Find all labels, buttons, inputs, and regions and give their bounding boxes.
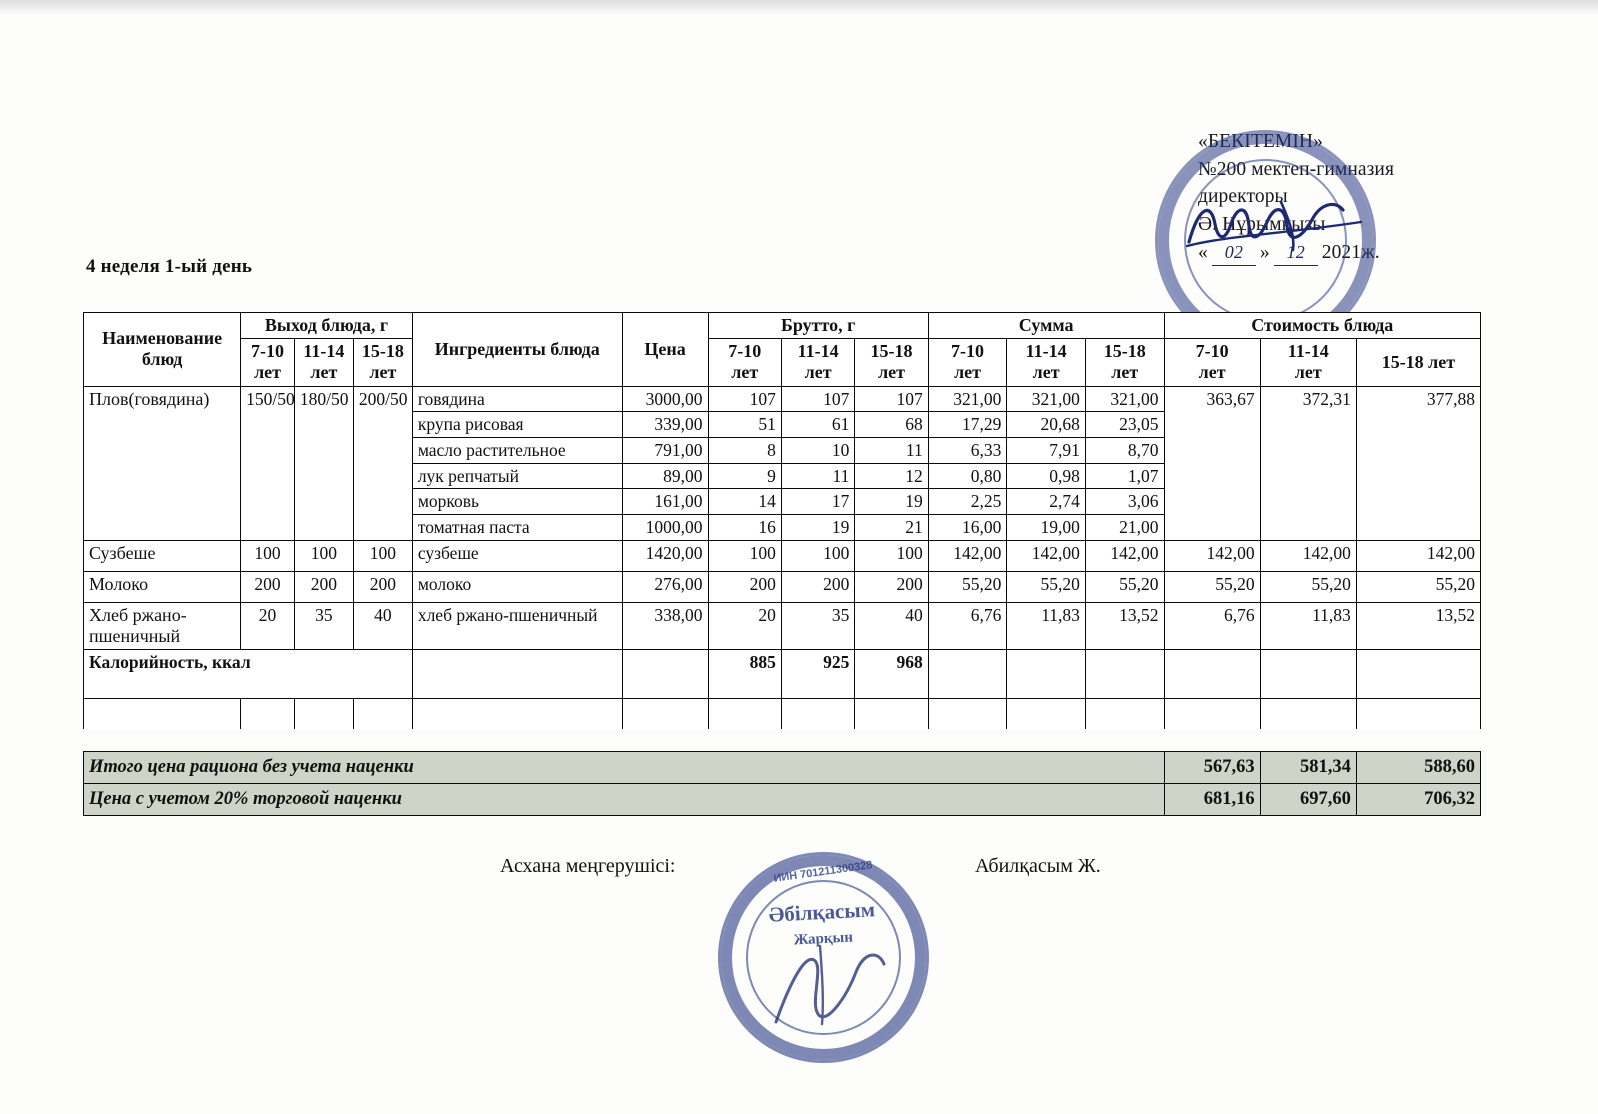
gap-cell bbox=[928, 729, 1007, 752]
gap-cell bbox=[241, 729, 295, 752]
yield-15-18-cell: 200 bbox=[353, 571, 412, 602]
gap-cell bbox=[855, 729, 928, 752]
ingredient-price-cell: 276,00 bbox=[622, 571, 708, 602]
cost-7-10-cell: 55,20 bbox=[1164, 571, 1260, 602]
brutto-11-14-cell: 11 bbox=[781, 463, 854, 489]
brutto-11-14-cell: 10 bbox=[781, 437, 854, 463]
ingredient-name-cell: молоко bbox=[412, 571, 622, 602]
summa-11-14-cell: 321,00 bbox=[1007, 386, 1086, 412]
approval-month: 12 bbox=[1274, 240, 1318, 267]
brutto-7-10-cell: 51 bbox=[708, 412, 781, 438]
col-price: Цена bbox=[622, 313, 708, 387]
total-11-14-cell: 581,34 bbox=[1260, 752, 1356, 784]
gap-cell bbox=[781, 729, 854, 752]
gap-cell bbox=[294, 729, 353, 752]
brutto-15-18-cell: 19 bbox=[855, 489, 928, 515]
ingredient-name-cell: масло растительное bbox=[412, 437, 622, 463]
gap-cell bbox=[412, 729, 622, 752]
summa-11-14-cell: 55,20 bbox=[1007, 571, 1086, 602]
brutto-15-18-cell: 12 bbox=[855, 463, 928, 489]
yield-age-15-18: 15-18 лет bbox=[353, 339, 412, 386]
spacer-cell bbox=[1007, 699, 1086, 730]
summa-7-10-cell: 55,20 bbox=[928, 571, 1007, 602]
quote-close: » bbox=[1259, 241, 1270, 263]
col-cost-group: Стоимость блюда bbox=[1164, 313, 1481, 339]
cost-15-18-cell: 142,00 bbox=[1356, 540, 1480, 571]
footer-person-name: Абилқасым Ж. bbox=[975, 855, 1101, 877]
summa-11-14-cell: 0,98 bbox=[1007, 463, 1086, 489]
table-row bbox=[84, 571, 1481, 602]
ingredient-price-cell: 1000,00 bbox=[622, 514, 708, 540]
approval-director-name: Ә. Нұрымқызы bbox=[1198, 214, 1326, 236]
ingredient-price-cell: 791,00 bbox=[622, 437, 708, 463]
spacer-cell bbox=[412, 699, 622, 730]
spacer-cell bbox=[622, 699, 708, 730]
brutto-15-18-cell: 107 bbox=[855, 386, 928, 412]
calories-row bbox=[84, 650, 1481, 699]
spacer-cell bbox=[1356, 699, 1480, 730]
brutto-15-18-cell: 100 bbox=[855, 540, 928, 571]
yield-7-10-cell: 200 bbox=[241, 571, 295, 602]
summa-15-18-cell: 21,00 bbox=[1085, 514, 1164, 540]
total-label-cell: Итого цена рациона без учета наценки bbox=[84, 752, 1165, 784]
col-dish-name: Наименование блюд bbox=[84, 313, 241, 387]
gap-cell bbox=[1007, 729, 1086, 752]
brutto-11-14-cell: 17 bbox=[781, 489, 854, 515]
total-row bbox=[84, 784, 1481, 816]
calories-ingredient-cell bbox=[412, 650, 622, 699]
yield-11-14-cell: 100 bbox=[294, 540, 353, 571]
calories-7-10-cell: 885 bbox=[708, 650, 781, 699]
calories-cost-11-14-cell bbox=[1260, 650, 1356, 699]
yield-age-7-10: 7-10 лет bbox=[241, 339, 295, 386]
summa-11-14-cell: 2,74 bbox=[1007, 489, 1086, 515]
summa-7-10-cell: 0,80 bbox=[928, 463, 1007, 489]
summa-11-14-cell: 19,00 bbox=[1007, 514, 1086, 540]
summa-7-10-cell: 142,00 bbox=[928, 540, 1007, 571]
spacer-cell bbox=[928, 699, 1007, 730]
ingredient-price-cell: 1420,00 bbox=[622, 540, 708, 571]
summa-11-14-cell: 142,00 bbox=[1007, 540, 1086, 571]
yield-15-18-cell: 40 bbox=[353, 602, 412, 649]
brutto-11-14-cell: 35 bbox=[781, 602, 854, 649]
scan-edge-shadow bbox=[0, 0, 1598, 16]
approval-year: 2021ж. bbox=[1321, 241, 1380, 263]
chef-stamp-name: Әбілқасым Жарқын bbox=[768, 897, 876, 949]
yield-15-18-cell: 100 bbox=[353, 540, 412, 571]
gap-cell bbox=[708, 729, 781, 752]
spacer-cell bbox=[84, 699, 241, 730]
menu-table-wrapper bbox=[83, 312, 1481, 816]
summa-age-11-14: 11-14 лет bbox=[1007, 339, 1086, 386]
calories-cost-7-10-cell bbox=[1164, 650, 1260, 699]
brutto-11-14-cell: 107 bbox=[781, 386, 854, 412]
summa-age-7-10: 7-10 лет bbox=[928, 339, 1007, 386]
calories-15-18-cell: 968 bbox=[855, 650, 928, 699]
gap-cell bbox=[353, 729, 412, 752]
menu-table-body bbox=[84, 386, 1481, 815]
cost-15-18-cell: 13,52 bbox=[1356, 602, 1480, 649]
calories-cost-15-18-cell bbox=[1356, 650, 1480, 699]
brutto-11-14-cell: 61 bbox=[781, 412, 854, 438]
spacer-cell bbox=[294, 699, 353, 730]
yield-age-11-14: 11-14 лет bbox=[294, 339, 353, 386]
ingredient-price-cell: 3000,00 bbox=[622, 386, 708, 412]
spacer-cell bbox=[781, 699, 854, 730]
cost-age-7-10: 7-10 лет bbox=[1164, 339, 1260, 386]
cost-11-14-cell: 142,00 bbox=[1260, 540, 1356, 571]
ingredient-name-cell: хлеб ржано-пшеничный bbox=[412, 602, 622, 649]
spacer-cell bbox=[1085, 699, 1164, 730]
cost-11-14-cell: 11,83 bbox=[1260, 602, 1356, 649]
approval-date-line bbox=[1198, 239, 1598, 267]
ingredient-name-cell: крупа рисовая bbox=[412, 412, 622, 438]
calories-summa-7-10-cell bbox=[928, 650, 1007, 699]
gap-cell bbox=[622, 729, 708, 752]
spacer-cell bbox=[241, 699, 295, 730]
ingredient-name-cell: говядина bbox=[412, 386, 622, 412]
brutto-15-18-cell: 200 bbox=[855, 571, 928, 602]
table-row bbox=[84, 386, 1481, 412]
spacer-cell bbox=[855, 699, 928, 730]
cost-age-15-18: 15-18 лет bbox=[1356, 339, 1480, 386]
summa-7-10-cell: 6,76 bbox=[928, 602, 1007, 649]
total-7-10-cell: 681,16 bbox=[1164, 784, 1260, 816]
yield-11-14-cell: 35 bbox=[294, 602, 353, 649]
chef-stamp-iin: ИИН 701211300328 bbox=[772, 859, 874, 885]
ingredient-price-cell: 339,00 bbox=[622, 412, 708, 438]
summa-15-18-cell: 3,06 bbox=[1085, 489, 1164, 515]
approval-school: №200 мектеп-гимназия bbox=[1198, 158, 1395, 180]
cost-7-10-cell: 363,67 bbox=[1164, 386, 1260, 540]
cost-age-11-14: 11-14 лет bbox=[1260, 339, 1356, 386]
calories-summa-15-18-cell bbox=[1085, 650, 1164, 699]
summa-15-18-cell: 55,20 bbox=[1085, 571, 1164, 602]
summa-7-10-cell: 17,29 bbox=[928, 412, 1007, 438]
spacer-cell bbox=[1164, 699, 1260, 730]
col-ingredients: Ингредиенты блюда bbox=[412, 313, 622, 387]
brutto-7-10-cell: 20 bbox=[708, 602, 781, 649]
approval-block bbox=[1198, 128, 1598, 266]
summa-15-18-cell: 1,07 bbox=[1085, 463, 1164, 489]
quote-open: « bbox=[1198, 241, 1208, 263]
col-yield-group: Выход блюда, г bbox=[241, 313, 413, 339]
ingredient-name-cell: сузбеше bbox=[412, 540, 622, 571]
table-row bbox=[84, 540, 1481, 571]
brutto-15-18-cell: 68 bbox=[855, 412, 928, 438]
summa-7-10-cell: 321,00 bbox=[928, 386, 1007, 412]
footer-role-label: Асхана меңгерушісі: bbox=[500, 855, 676, 877]
spacer-cell bbox=[353, 699, 412, 730]
chef-round-stamp bbox=[718, 852, 929, 1063]
dish-name-cell: Сузбеше bbox=[84, 540, 241, 571]
col-summa-group: Сумма bbox=[928, 313, 1164, 339]
ingredient-name-cell: морковь bbox=[412, 489, 622, 515]
brutto-age-15-18: 15-18 лет bbox=[855, 339, 928, 386]
approval-title: «БЕКІТЕМІН» bbox=[1198, 131, 1323, 152]
calories-11-14-cell: 925 bbox=[781, 650, 854, 699]
brutto-7-10-cell: 100 bbox=[708, 540, 781, 571]
total-label-cell: Цена с учетом 20% торговой наценки bbox=[84, 784, 1165, 816]
brutto-15-18-cell: 11 bbox=[855, 437, 928, 463]
summa-15-18-cell: 321,00 bbox=[1085, 386, 1164, 412]
summa-15-18-cell: 23,05 bbox=[1085, 412, 1164, 438]
ingredient-price-cell: 338,00 bbox=[622, 602, 708, 649]
summa-15-18-cell: 142,00 bbox=[1085, 540, 1164, 571]
total-row bbox=[84, 752, 1481, 784]
brutto-7-10-cell: 9 bbox=[708, 463, 781, 489]
total-15-18-cell: 588,60 bbox=[1356, 752, 1480, 784]
dish-name-cell: Хлеб ржано-пшеничный bbox=[84, 602, 241, 649]
total-7-10-cell: 567,63 bbox=[1164, 752, 1260, 784]
summa-7-10-cell: 16,00 bbox=[928, 514, 1007, 540]
yield-15-18-cell: 200/50 bbox=[353, 386, 412, 540]
cost-15-18-cell: 55,20 bbox=[1356, 571, 1480, 602]
brutto-11-14-cell: 100 bbox=[781, 540, 854, 571]
menu-table bbox=[83, 312, 1481, 816]
table-header-row-2 bbox=[84, 339, 1481, 386]
yield-11-14-cell: 180/50 bbox=[294, 386, 353, 540]
spacer-row bbox=[84, 699, 1481, 730]
gap-cell bbox=[1085, 729, 1164, 752]
spacer-cell bbox=[708, 699, 781, 730]
calories-price-cell bbox=[622, 650, 708, 699]
gap-cell bbox=[1164, 729, 1260, 752]
gap-cell bbox=[1260, 729, 1356, 752]
approval-role: директоры bbox=[1198, 186, 1288, 208]
total-15-18-cell: 706,32 bbox=[1356, 784, 1480, 816]
col-brutto-group: Брутто, г bbox=[708, 313, 928, 339]
calories-summa-11-14-cell bbox=[1007, 650, 1086, 699]
brutto-7-10-cell: 107 bbox=[708, 386, 781, 412]
brutto-7-10-cell: 14 bbox=[708, 489, 781, 515]
week-day-caption: 4 неделя 1-ый день bbox=[86, 256, 253, 277]
cost-11-14-cell: 55,20 bbox=[1260, 571, 1356, 602]
summa-11-14-cell: 11,83 bbox=[1007, 602, 1086, 649]
yield-11-14-cell: 200 bbox=[294, 571, 353, 602]
brutto-15-18-cell: 40 bbox=[855, 602, 928, 649]
yield-7-10-cell: 20 bbox=[241, 602, 295, 649]
gap-cell bbox=[84, 729, 241, 752]
ingredient-price-cell: 161,00 bbox=[622, 489, 708, 515]
yield-7-10-cell: 100 bbox=[241, 540, 295, 571]
summa-11-14-cell: 7,91 bbox=[1007, 437, 1086, 463]
ingredient-name-cell: томатная паста bbox=[412, 514, 622, 540]
spacer-cell bbox=[1260, 699, 1356, 730]
calories-label-cell: Калорийность, ккал bbox=[84, 650, 413, 699]
summa-age-15-18: 15-18 лет bbox=[1085, 339, 1164, 386]
brutto-7-10-cell: 200 bbox=[708, 571, 781, 602]
gap-cell bbox=[1356, 729, 1480, 752]
yield-7-10-cell: 150/50 bbox=[241, 386, 295, 540]
summa-15-18-cell: 8,70 bbox=[1085, 437, 1164, 463]
chef-signature bbox=[760, 938, 910, 1028]
brutto-11-14-cell: 19 bbox=[781, 514, 854, 540]
dish-name-cell: Молоко bbox=[84, 571, 241, 602]
table-header-row-1 bbox=[84, 313, 1481, 339]
cost-15-18-cell: 377,88 bbox=[1356, 386, 1480, 540]
brutto-7-10-cell: 8 bbox=[708, 437, 781, 463]
brutto-15-18-cell: 21 bbox=[855, 514, 928, 540]
gap-row bbox=[84, 729, 1481, 752]
summa-11-14-cell: 20,68 bbox=[1007, 412, 1086, 438]
table-row bbox=[84, 602, 1481, 649]
approval-day: 02 bbox=[1212, 240, 1256, 267]
summa-7-10-cell: 6,33 bbox=[928, 437, 1007, 463]
cost-7-10-cell: 6,76 bbox=[1164, 602, 1260, 649]
brutto-7-10-cell: 16 bbox=[708, 514, 781, 540]
brutto-age-7-10: 7-10 лет bbox=[708, 339, 781, 386]
summa-15-18-cell: 13,52 bbox=[1085, 602, 1164, 649]
summa-7-10-cell: 2,25 bbox=[928, 489, 1007, 515]
total-11-14-cell: 697,60 bbox=[1260, 784, 1356, 816]
dish-name-cell: Плов(говядина) bbox=[84, 386, 241, 540]
brutto-11-14-cell: 200 bbox=[781, 571, 854, 602]
cost-11-14-cell: 372,31 bbox=[1260, 386, 1356, 540]
cost-7-10-cell: 142,00 bbox=[1164, 540, 1260, 571]
ingredient-name-cell: лук репчатый bbox=[412, 463, 622, 489]
brutto-age-11-14: 11-14 лет bbox=[781, 339, 854, 386]
ingredient-price-cell: 89,00 bbox=[622, 463, 708, 489]
